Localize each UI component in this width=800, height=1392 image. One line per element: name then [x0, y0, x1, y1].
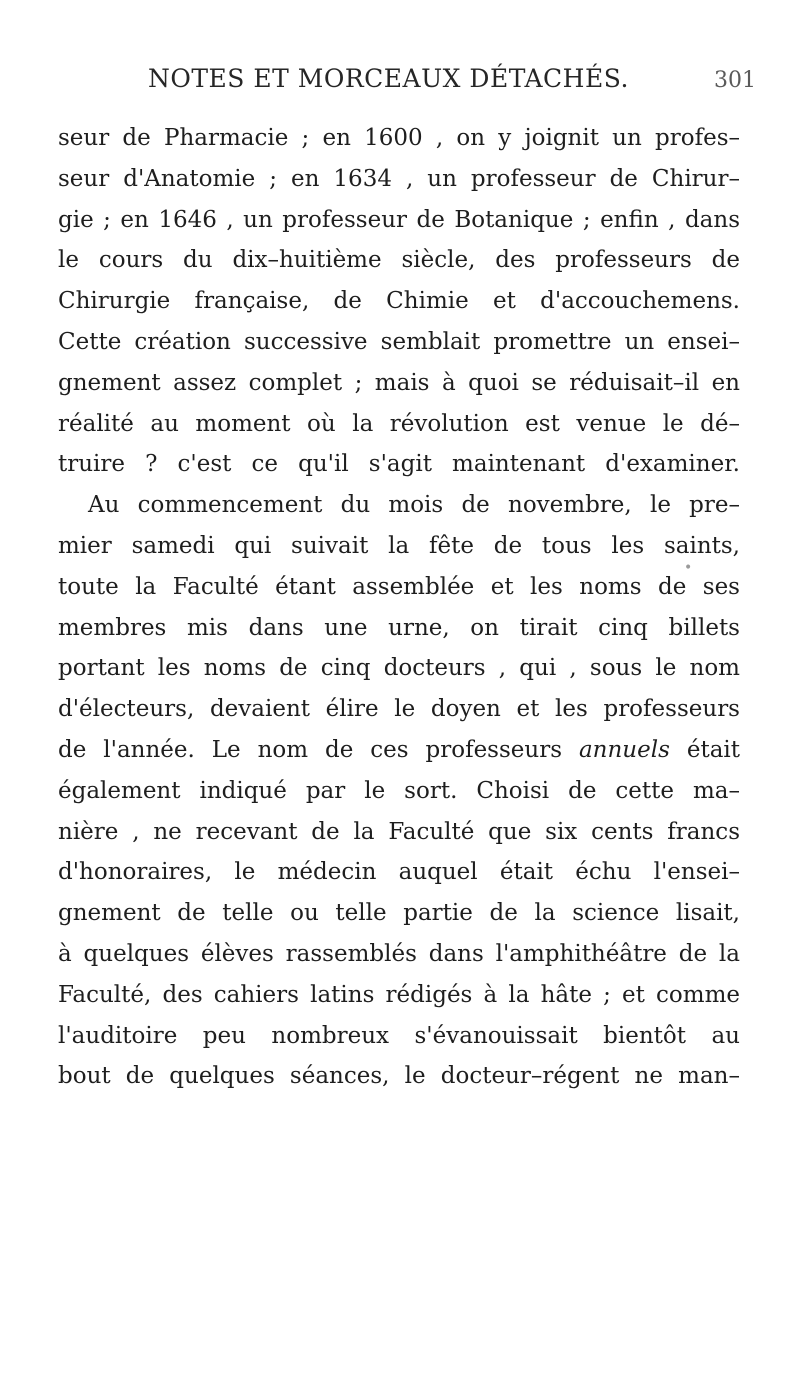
page-number: 301 [714, 68, 756, 93]
text-line: gnement de telle ou telle partie de la science lisait, [58, 900, 740, 927]
text-line: à quelques élèves rassemblés dans l'amphithéâtre de la [58, 940, 740, 967]
text-line: gie ; en 1646 , un professeur de Botanique ; enfin , dans [58, 206, 740, 233]
text-line: bout de quelques séances, le docteur–régent ne man– [58, 1063, 740, 1090]
running-head: NOTES ET MORCEAUX DÉTACHÉS. [148, 64, 629, 93]
text-line: Cette création successive semblait promettre un ensei– [58, 328, 740, 355]
text-line: l'auditoire peu nombreux s'évanouissait bientôt au [58, 1022, 740, 1049]
text-line: mier samedi qui suivait la fête de tous les saints, [58, 532, 740, 559]
text-line: Chirurgie française, de Chimie et d'accouchemens. [58, 288, 740, 315]
text-line: seur de Pharmacie ; en 1600 , on y joignit un profes– [58, 125, 740, 151]
text-line: seur d'Anatomie ; en 1634 , un professeur de Chirur– [58, 165, 740, 192]
text-line-with-italic [58, 730, 740, 771]
text-line: nière , ne recevant de la Faculté que six cents francs [58, 818, 740, 845]
text-line: d'honoraires, le médecin auquel était échu l'ensei– [58, 859, 740, 886]
text-line: gnement assez complet ; mais à quoi se réduisait–il en [58, 369, 740, 396]
print-speck: • [684, 560, 693, 576]
paragraph-start-line: Au commencement du mois de novembre, le pre– [88, 492, 740, 519]
line-text-end: était [686, 736, 741, 763]
text-line: membres mis dans une urne, on tirait cinq billets [58, 614, 740, 641]
body-text [58, 118, 740, 1097]
line-text: de l'année. Le nom de ces professeurs [58, 736, 563, 763]
text-line: d'électeurs, devaient élire le doyen et les professeurs [58, 696, 740, 723]
text-line: également indiqué par le sort. Choisi de cette ma– [58, 777, 740, 804]
text-line: réalité au moment où la révolution est venue le dé– [58, 410, 740, 437]
italic-word: annuels [578, 736, 670, 763]
text-line: portant les noms de cinq docteurs , qui , sous le nom [58, 655, 740, 682]
text-line: truire ? c'est ce qu'il s'agit maintenant d'examiner. [58, 451, 740, 478]
text-line: toute la Faculté étant assemblée et les noms de ses [58, 573, 740, 600]
text-line: le cours du dix–huitième siècle, des professeurs de [58, 247, 740, 274]
text-line: Faculté, des cahiers latins rédigés à la hâte ; et comme [58, 981, 740, 1008]
